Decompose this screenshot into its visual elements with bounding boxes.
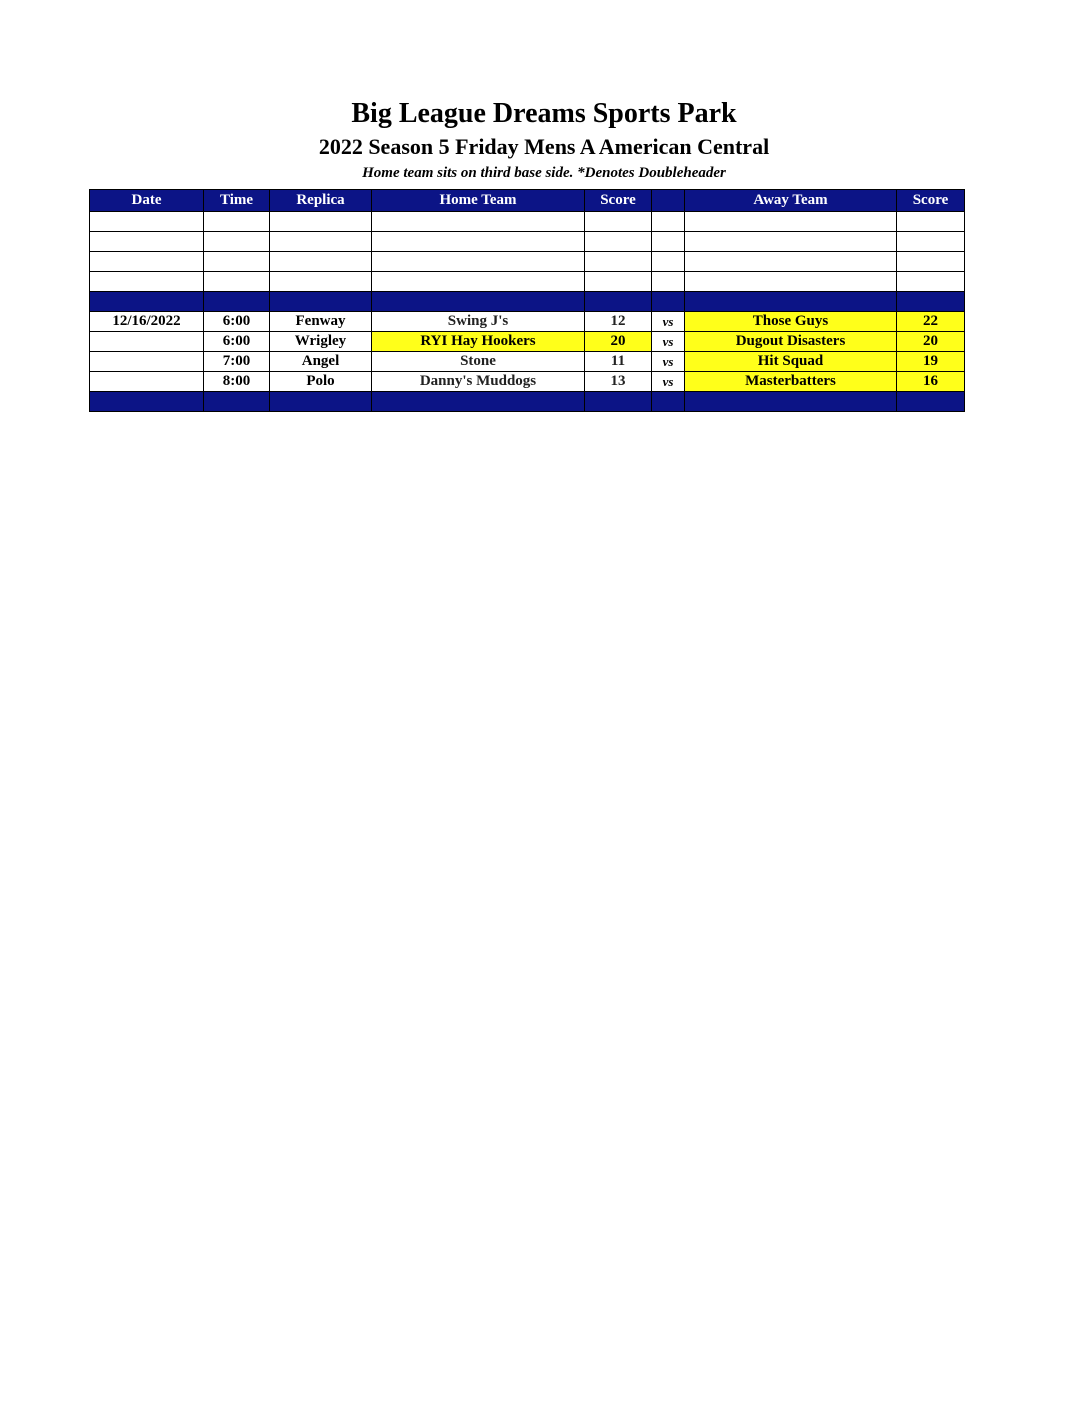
away-score: 19: [897, 352, 965, 372]
game-row: [90, 332, 965, 352]
home-score: 13: [585, 372, 652, 392]
empty-row: [90, 232, 965, 252]
column-header-date: Date: [90, 190, 204, 212]
game-row: [90, 372, 965, 392]
empty-row: [90, 212, 965, 232]
column-header-time: Time: [204, 190, 270, 212]
home-team: Danny's Muddogs: [372, 372, 585, 392]
home-score: 12: [585, 312, 652, 332]
away-score: 16: [897, 372, 965, 392]
home-team: RYI Hay Hookers: [372, 332, 585, 352]
column-header-away-team: Away Team: [685, 190, 897, 212]
vs-label: vs: [652, 312, 685, 332]
game-field: Fenway: [270, 312, 372, 332]
away-team: Hit Squad: [685, 352, 897, 372]
away-score: 22: [897, 312, 965, 332]
game-date: [90, 372, 204, 392]
column-header-home-team: Home Team: [372, 190, 585, 212]
away-team: Those Guys: [685, 312, 897, 332]
game-date: 12/16/2022: [90, 312, 204, 332]
empty-row: [90, 252, 965, 272]
game-field: Angel: [270, 352, 372, 372]
section-divider: [90, 392, 965, 412]
game-time: 7:00: [204, 352, 270, 372]
game-row: [90, 352, 965, 372]
game-row: [90, 312, 965, 332]
away-score: 20: [897, 332, 965, 352]
away-team: Dugout Disasters: [685, 332, 897, 352]
home-score: 11: [585, 352, 652, 372]
home-score: 20: [585, 332, 652, 352]
column-header-away-score: Score: [897, 190, 965, 212]
vs-label: vs: [652, 352, 685, 372]
schedule-note: Home team sits on third base side. *Denotes Doubleheader: [362, 165, 726, 181]
league-title: 2022 Season 5 Friday Mens A American Central: [318, 134, 770, 159]
game-date: [90, 332, 204, 352]
game-time: 8:00: [204, 372, 270, 392]
game-field: Wrigley: [270, 332, 372, 352]
vs-label: vs: [652, 372, 685, 392]
game-field: Polo: [270, 372, 372, 392]
column-header-home-score: Score: [585, 190, 652, 212]
game-date: [90, 352, 204, 372]
section-divider: [90, 292, 965, 312]
schedule-table: [89, 189, 965, 412]
park-title: Big League Dreams Sports Park: [351, 98, 737, 129]
column-header-replica: Replica: [270, 190, 372, 212]
home-team: Swing J's: [372, 312, 585, 332]
away-team: Masterbatters: [685, 372, 897, 392]
game-time: 6:00: [204, 332, 270, 352]
game-time: 6:00: [204, 312, 270, 332]
home-team: Stone: [372, 352, 585, 372]
column-header-vs: [652, 190, 685, 212]
vs-label: vs: [652, 332, 685, 352]
table-header-row: [90, 190, 965, 212]
empty-row: [90, 272, 965, 292]
